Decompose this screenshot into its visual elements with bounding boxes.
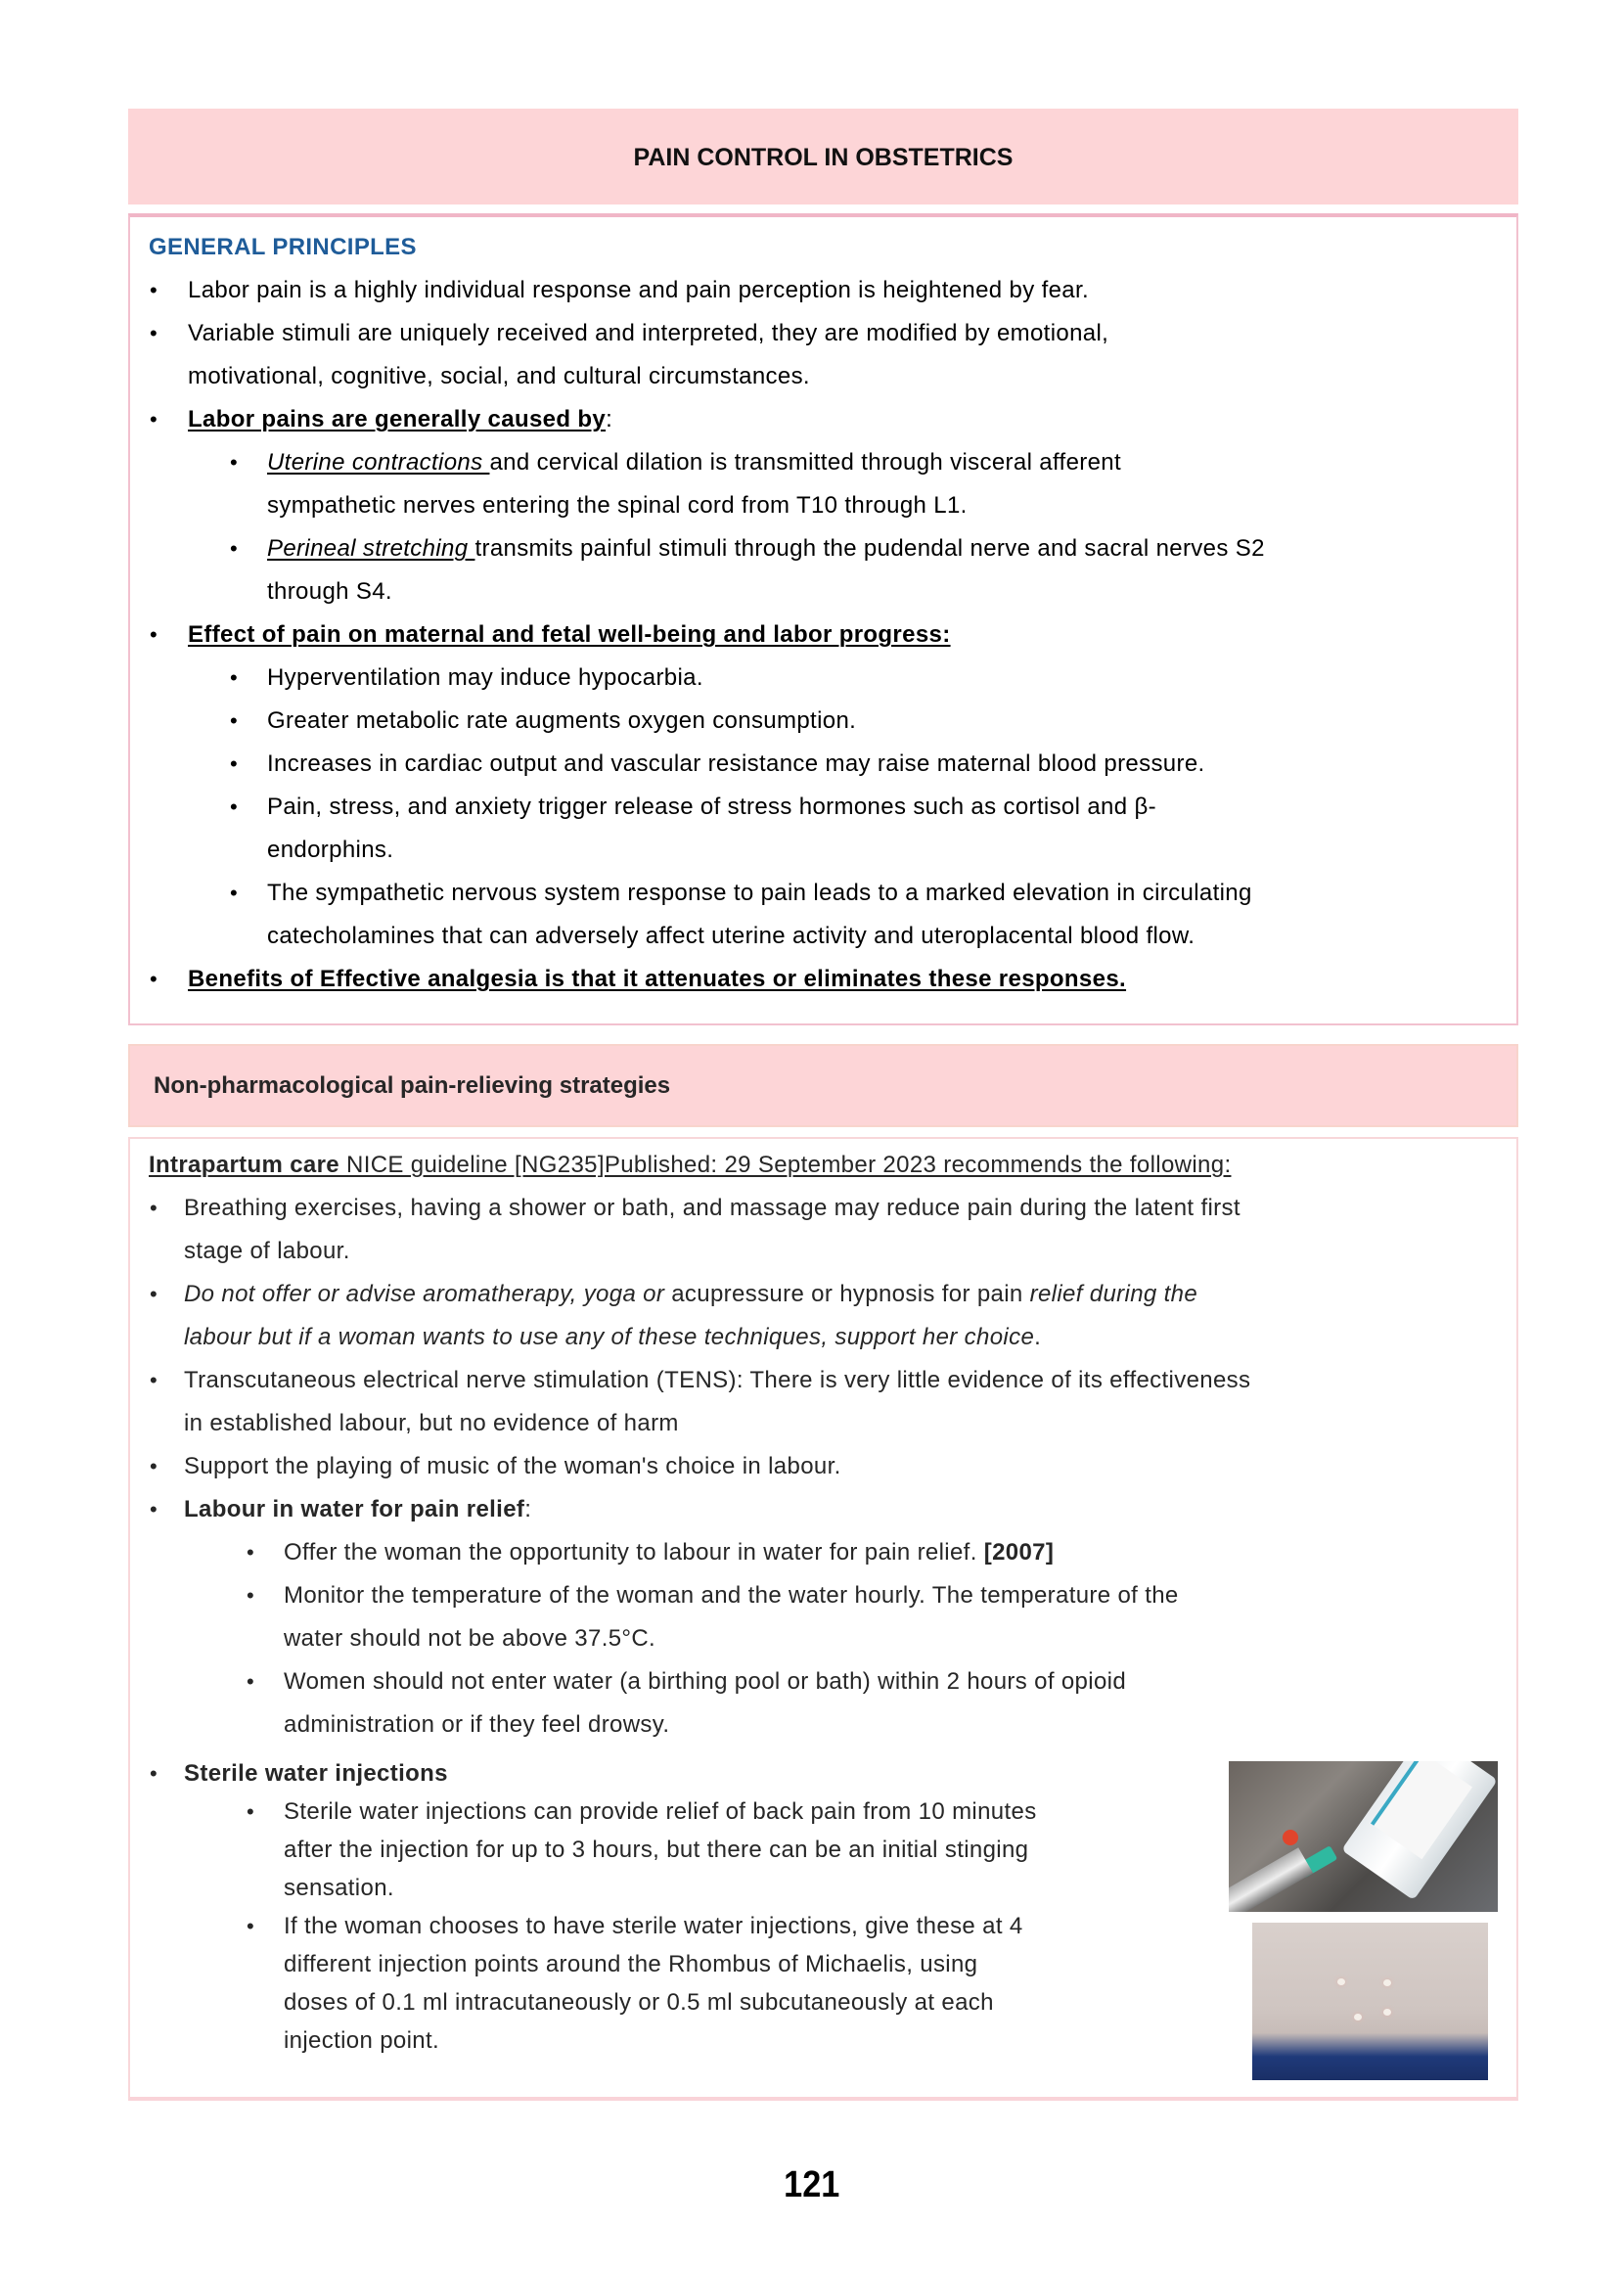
list-item: Women should not enter water (a birthing pool or bath) within 2 hours of opioid [284, 1668, 1127, 1695]
bullet-icon [150, 1452, 158, 1481]
bullet-icon [150, 1280, 158, 1309]
bullet-icon [230, 448, 238, 477]
bullet-icon [230, 879, 238, 908]
list-item-continued: through S4. [267, 578, 392, 605]
bullet-icon [247, 1538, 254, 1567]
bullet-icon [230, 749, 238, 779]
list-item: Sterile water injections can provide relief of back pain from 10 minutes [284, 1798, 1037, 1825]
list-item-continued: motivational, cognitive, social, and cultural circumstances. [188, 363, 810, 389]
list-item-text-italic: relief during the [1029, 1281, 1198, 1307]
sterile-water-vial-photo [1229, 1761, 1498, 1912]
bullet-icon [150, 1495, 158, 1524]
list-item-text: . [1034, 1324, 1042, 1350]
list-item-text: Offer the woman the opportunity to labour in water for pain relief. [284, 1539, 984, 1566]
list-item: Monitor the temperature of the woman and the water hourly. The temperature of the [284, 1582, 1179, 1609]
causes-colon: : [606, 406, 613, 432]
list-item-text: and cervical dilation is transmitted through visceral afferent [489, 449, 1122, 476]
list-item-text-italic: Do not offer or advise aromatherapy, yoga or [184, 1281, 672, 1307]
list-item [184, 1280, 1197, 1309]
list-item: The sympathetic nervous system response to pain leads to a marked elevation in circulating [267, 880, 1252, 906]
page-number [0, 2164, 1624, 2206]
injection-point [1383, 2009, 1391, 2016]
non-pharm-section-banner [128, 1044, 1518, 1127]
list-item-continued: endorphins. [267, 837, 394, 863]
bullet-icon [230, 663, 238, 693]
section-heading-general-principles: GENERAL PRINCIPLES [149, 234, 417, 260]
list-item-continued: stage of labour. [184, 1238, 350, 1264]
list-item: Support the playing of music of the woman's choice in labour. [184, 1453, 841, 1479]
bullet-icon [150, 1759, 158, 1789]
subheading-labour-in-water [184, 1495, 531, 1524]
list-item: Transcutaneous electrical nerve stimulation (TENS): There is very little evidence of its effectiveness [184, 1367, 1251, 1393]
bullet-icon [230, 706, 238, 736]
bullet-icon [247, 1912, 254, 1941]
bullet-icon [150, 276, 158, 305]
list-item-continued [184, 1323, 1041, 1352]
list-item-continued: sensation. [284, 1875, 394, 1901]
light-reflection [1283, 1830, 1298, 1845]
list-item [284, 1538, 1054, 1567]
subheading-effects-of-pain: Effect of pain on maternal and fetal well-being and labor progress: [188, 621, 951, 648]
causes-heading-text: Labor pains are generally caused by [188, 406, 607, 432]
bullet-icon [230, 793, 238, 822]
list-item-continued: sympathetic nerves entering the spinal cord from T10 through L1. [267, 492, 968, 519]
benefits-statement: Benefits of Effective analgesia is that it attenuates or eliminates these responses. [188, 966, 1127, 992]
bullet-icon [150, 1194, 158, 1223]
list-item: Variable stimuli are uniquely received and interpreted, they are modified by emotional, [188, 320, 1109, 346]
list-item-text-italic: labour but if a woman wants to use any of these techniques, support her choice [184, 1324, 1035, 1350]
page-title-banner [128, 109, 1518, 204]
bullet-icon [247, 1667, 254, 1697]
subheading-labor-causes [188, 405, 612, 434]
list-item-continued: water should not be above 37.5°C. [284, 1625, 656, 1652]
bullet-icon [150, 965, 158, 994]
list-item: Pain, stress, and anxiety trigger release of stress hormones such as cortisol and β- [267, 794, 1156, 820]
bullet-icon [247, 1797, 254, 1827]
list-item-continued: after the injection for up to 3 hours, but there can be an initial stinging [284, 1837, 1029, 1863]
labour-in-water-colon: : [524, 1496, 532, 1522]
list-item-continued: catecholamines that can adversely affect uterine activity and uteroplacental blood flow. [267, 923, 1195, 949]
list-item-continued: in established labour, but no evidence of harm [184, 1410, 679, 1436]
list-item: Increases in cardiac output and vascular resistance may raise maternal blood pressure. [267, 750, 1205, 777]
list-item [267, 534, 1265, 564]
list-item-text: transmits painful stimuli through the pudendal nerve and sacral nerves S2 [474, 535, 1265, 562]
list-item [267, 448, 1121, 477]
list-item: Labor pain is a highly individual response and pain perception is heightened by fear. [188, 277, 1090, 303]
injection-point [1337, 1978, 1345, 1985]
bullet-icon [150, 1366, 158, 1395]
bullet-icon [150, 319, 158, 348]
guideline-reference: NICE guideline [NG235]Published: 29 September 2023 recommends the following: [339, 1152, 1232, 1178]
list-item-continued: injection point. [284, 2027, 440, 2054]
injection-point [1383, 1979, 1391, 1986]
rhombus-of-michaelis-injection-photo [1252, 1923, 1488, 2080]
syringe [1229, 1847, 1313, 1912]
section-heading-non-pharm: Non-pharmacological pain-relieving strategies [154, 1072, 671, 1099]
subheading-sterile-water: Sterile water injections [184, 1760, 448, 1787]
labour-in-water-heading: Labour in water for pain relief [184, 1496, 525, 1522]
bullet-icon [150, 620, 158, 650]
list-item-continued: administration or if they feel drowsy. [284, 1711, 670, 1738]
guideline-intro [149, 1151, 1231, 1180]
list-item-text: acupressure or hypnosis for pain [671, 1281, 1030, 1307]
list-item-continued: different injection points around the Rhombus of Michaelis, using [284, 1951, 978, 1977]
year-tag: [2007] [983, 1539, 1055, 1566]
bullet-icon [150, 405, 158, 434]
term-perineal-stretching: Perineal stretching [267, 535, 475, 562]
list-item: Breathing exercises, having a shower or bath, and massage may reduce pain during the latent first [184, 1195, 1241, 1221]
bullet-icon [247, 1581, 254, 1611]
page-number-text: 121 [784, 2164, 840, 2205]
list-item: Greater metabolic rate augments oxygen consumption. [267, 707, 857, 734]
term-uterine-contractions: Uterine contractions [267, 449, 490, 476]
list-item: If the woman chooses to have sterile water injections, give these at 4 [284, 1913, 1023, 1939]
bullet-icon [230, 534, 238, 564]
list-item-continued: doses of 0.1 ml intracutaneously or 0.5 ml subcutaneously at each [284, 1989, 994, 2016]
page-title: PAIN CONTROL IN OBSTETRICS [633, 144, 1014, 171]
list-item: Hyperventilation may induce hypocarbia. [267, 664, 703, 691]
guideline-title: Intrapartum care [149, 1152, 339, 1178]
injection-point [1354, 2014, 1362, 2020]
